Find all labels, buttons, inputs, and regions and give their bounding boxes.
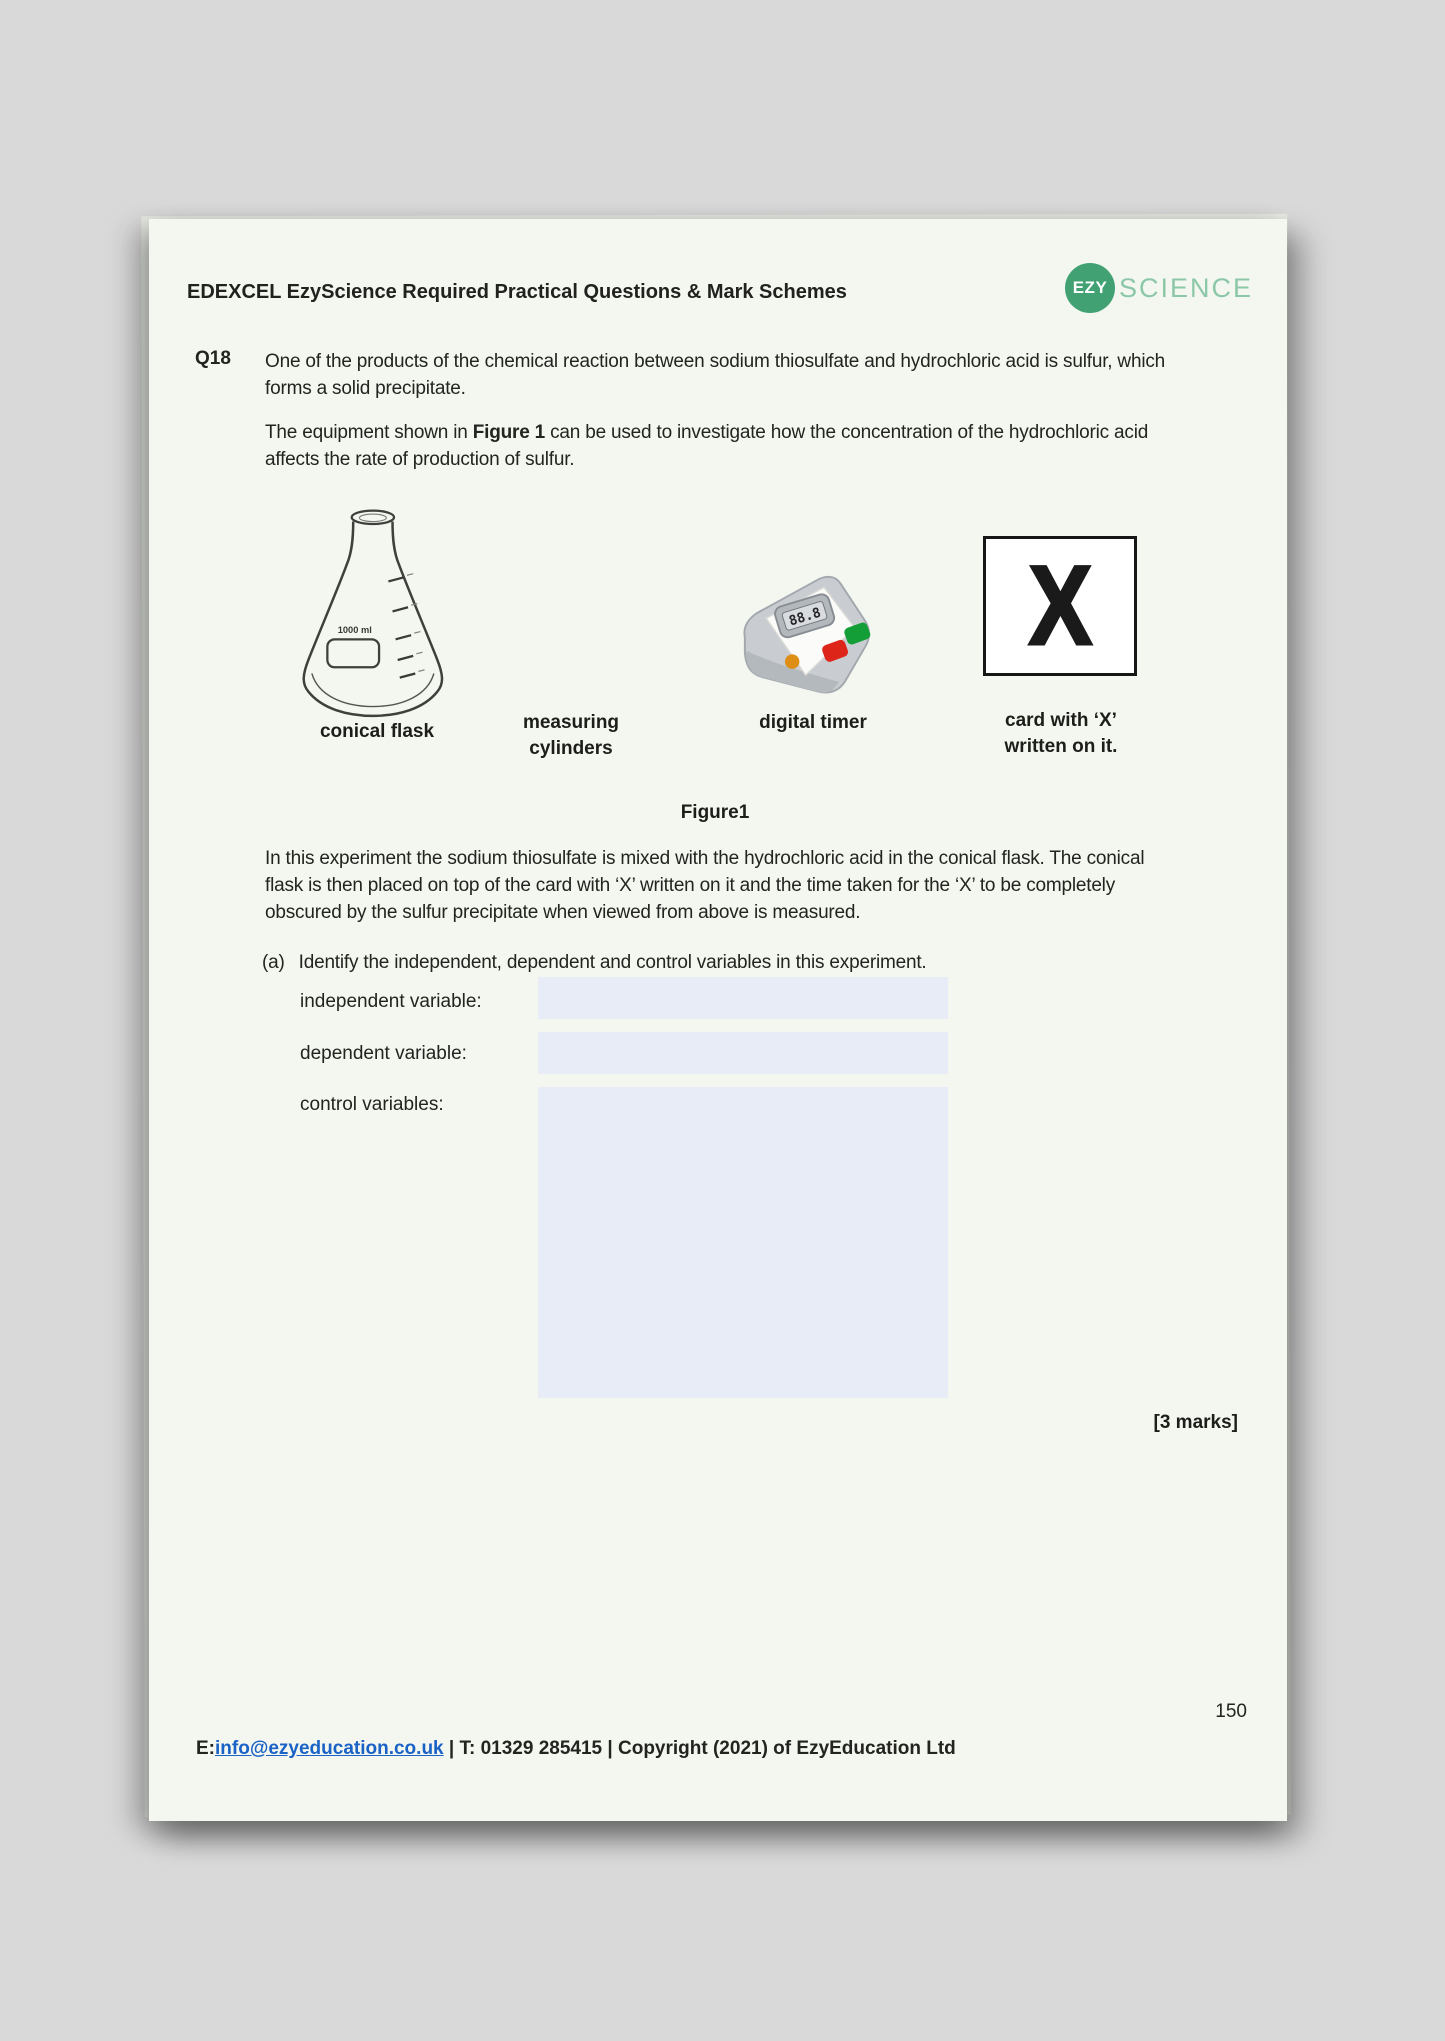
independent-variable-input[interactable] — [538, 977, 948, 1019]
ezyscience-logo — [1065, 261, 1255, 315]
footer — [196, 1738, 956, 1760]
digital-timer-image — [730, 568, 892, 708]
paragraph-line: One of the products of the chemical reaction between sodium thiosulfate and hydrochloric acid is sulfur, which — [265, 351, 1166, 372]
conical-flask-label: conical flask — [319, 721, 435, 742]
marks-badge: [3 marks] — [1153, 1412, 1238, 1433]
equipment-paragraph — [265, 419, 1148, 473]
figure-caption: Figure1 — [680, 802, 750, 823]
card-label: card with ‘X’ written on it. — [1004, 710, 1118, 757]
card-letter: X — [1028, 543, 1092, 668]
conical-flask-image — [298, 508, 456, 720]
digital-timer-label: digital timer — [759, 712, 867, 733]
experiment-description — [265, 845, 1144, 926]
footer-contact-text: | T: 01329 285415 | Copyright (2021) of EzyEducation Ltd — [443, 1738, 956, 1759]
control-variables-input[interactable] — [538, 1087, 948, 1398]
paragraph-line: flask is then placed on top of the card with ‘X’ written on it and the time taken for the ‘X’ to be completely — [265, 875, 1116, 896]
control-variables-label: control variables: — [300, 1094, 444, 1115]
paragraph-line: In this experiment the sodium thiosulfate is mixed with the hydrochloric acid in the conical flask. The conical — [265, 848, 1145, 869]
document-page — [149, 219, 1287, 1821]
timer-display-text: 88.8 — [787, 604, 823, 630]
part-a-question — [262, 952, 927, 974]
page-number: 150 — [1215, 1701, 1247, 1722]
paragraph-line: affects the rate of production of sulfur. — [265, 449, 575, 470]
logo-badge-icon: EZY — [1065, 263, 1115, 313]
footer-email-prefix: E: — [196, 1738, 215, 1759]
question-number: Q18 — [195, 348, 231, 369]
measuring-cylinders-label: measuring cylinders — [522, 712, 620, 759]
paragraph-line: obscured by the sulfur precipitate when viewed from above is measured. — [265, 902, 861, 923]
card-with-x-image — [983, 536, 1137, 676]
question-intro-paragraph — [265, 348, 1165, 402]
paragraph-line: forms a solid precipitate. — [265, 378, 466, 399]
part-a-label: (a) — [262, 952, 285, 973]
part-a-prompt: Identify the independent, dependent and control variables in this experiment. — [298, 952, 927, 973]
paragraph-line: The equipment shown in Figure 1 can be used to investigate how the concentration of the hydrochloric acid — [265, 422, 1149, 443]
footer-email-link[interactable]: info@ezyeducation.co.uk — [215, 1738, 444, 1759]
dependent-variable-label: dependent variable: — [300, 1043, 467, 1064]
logo-wordmark: SCIENCE — [1119, 272, 1254, 303]
header-title: EDEXCEL EzyScience Required Practical Questions & Mark Schemes — [187, 281, 847, 303]
svg-text:1000 ml: 1000 ml — [337, 625, 372, 636]
independent-variable-label: independent variable: — [300, 991, 482, 1012]
dependent-variable-input[interactable] — [538, 1032, 948, 1074]
timer-orange-dot-icon — [785, 654, 799, 668]
